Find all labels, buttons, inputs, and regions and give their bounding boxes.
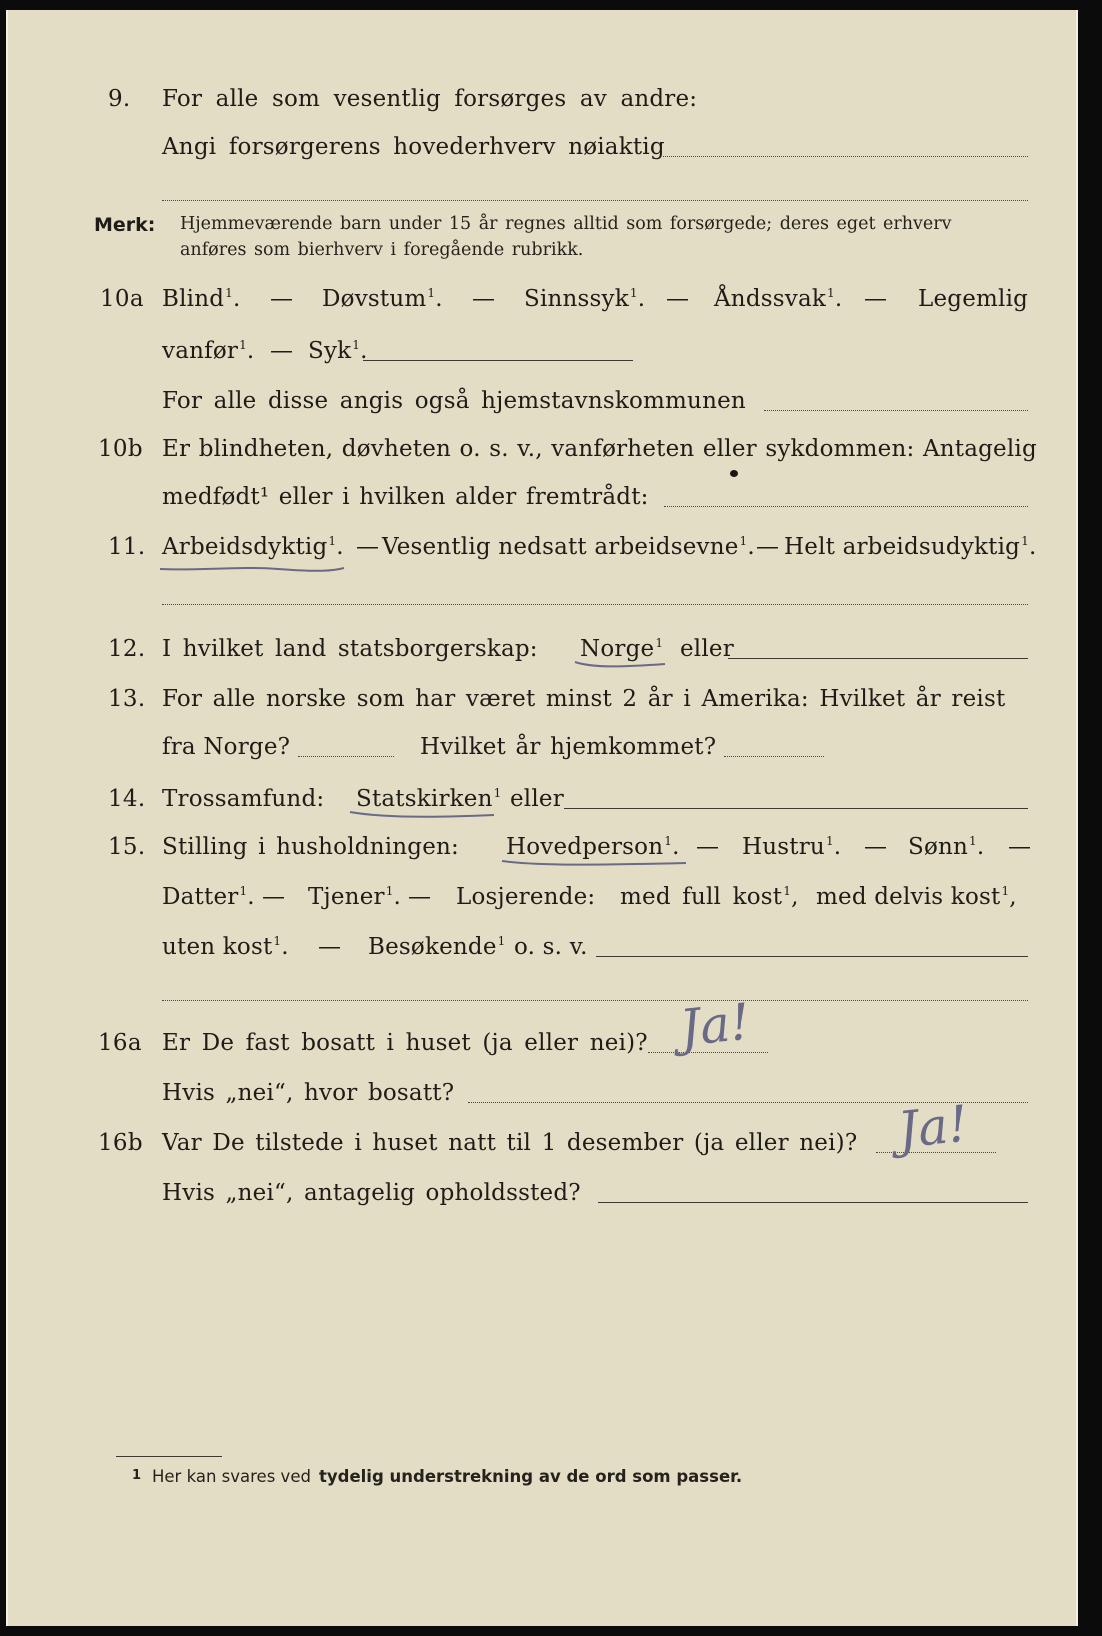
option-legemlig[interactable]: Legemlig [918, 286, 1029, 312]
option-andssvak[interactable]: Åndssvak$^1$. [714, 286, 843, 312]
q13-fra-norge: fra Norge? [162, 734, 291, 760]
underline-statskirken [348, 808, 498, 822]
q15-losjerende: Losjerende: [456, 884, 596, 910]
option-statskirken[interactable]: Statskirken$^1$ [356, 786, 502, 812]
ink-dot [730, 470, 738, 477]
underline-norge [573, 658, 668, 672]
dash: — [408, 884, 432, 910]
q15-label: Stilling i husholdningen: [162, 834, 459, 860]
dash: — [864, 286, 888, 312]
q16a-handwritten-answer: Ja! [677, 992, 753, 1058]
q15-osv: o. s. v. [514, 934, 588, 960]
underline-arbeidsdyktig [158, 562, 348, 576]
dash: — [270, 338, 294, 364]
q16b-handwritten-answer: Ja! [895, 1094, 971, 1160]
q15-extra-line[interactable] [162, 1000, 1028, 1001]
q16b-line1: Var De tilstede i huset natt til 1 desember (ja eller nei)? [162, 1130, 858, 1156]
q9-line2: Angi forsørgerens hovederhverv nøiaktig [162, 134, 665, 160]
q10a-kommune-line[interactable] [764, 410, 1028, 411]
q16a-line1: Er De fast bosatt i huset (ja eller nei)? [162, 1030, 648, 1056]
option-blind[interactable]: Blind$^1$. [162, 286, 241, 312]
option-vesentlig-nedsatt[interactable]: Vesentlig nedsatt arbeidsevne$^1$. [382, 534, 755, 560]
merk-line2: anføres som bierhverv i foregående rubrikk. [180, 240, 584, 260]
q16a-number: 16a [98, 1030, 142, 1056]
q16b-line2: Hvis „nei“, antagelig opholdssted? [162, 1180, 581, 1206]
dash: — [270, 286, 294, 312]
q10a-number: 10a [100, 286, 144, 312]
q16a-line2: Hvis „nei“, hvor bosatt? [162, 1080, 455, 1106]
q15-answer-line[interactable] [596, 956, 1028, 957]
option-besokende[interactable]: Besøkende$^1$ [368, 934, 506, 960]
option-delvis-kost[interactable]: med delvis kost$^1$, [816, 884, 1017, 910]
footnote-text-bold: tydelig understrekning av de ord som passer. [319, 1467, 743, 1486]
footnote-mark: 1 [132, 1468, 142, 1483]
q14-eller: eller [510, 786, 564, 812]
option-sonn[interactable]: Sønn$^1$. [908, 834, 985, 860]
dash: — [356, 534, 380, 560]
q10b-answer-line[interactable] [664, 506, 1028, 507]
underline-hovedperson [500, 856, 690, 870]
q10a-line3: For alle disse angis også hjemstavnskommunen [162, 388, 746, 414]
option-tjener[interactable]: Tjener$^1$. [308, 884, 402, 910]
q12-answer-line[interactable] [728, 658, 1028, 659]
q10b-number: 10b [98, 436, 143, 462]
option-datter[interactable]: Datter$^1$. [162, 884, 255, 910]
option-full-kost[interactable]: med full kost$^1$, [620, 884, 799, 910]
q12-number: 12. [108, 636, 146, 662]
dash: — [756, 534, 780, 560]
q12-label: I hvilket land statsborgerskap: [162, 636, 538, 662]
dash: — [864, 834, 888, 860]
q13-line1: For alle norske som har været minst 2 år i Amerika: Hvilket år reist [162, 686, 1006, 712]
option-hustru[interactable]: Hustru$^1$. [742, 834, 842, 860]
option-sinnssyk[interactable]: Sinnssyk$^1$. [524, 286, 646, 312]
q11-number: 11. [108, 534, 146, 560]
q14-label: Trossamfund: [162, 786, 325, 812]
merk-label: Merk: [94, 214, 156, 236]
dash: — [1008, 834, 1032, 860]
option-vanfor[interactable]: vanfør$^1$. [162, 338, 255, 364]
q9-number: 9. [108, 86, 131, 112]
option-hovedperson[interactable]: Hovedperson$^1$. [506, 834, 680, 860]
merk-line1: Hjemmeværende barn under 15 år regnes alltid som forsørgede; deres eget erhverv [180, 214, 952, 234]
q13-reist-line[interactable] [298, 756, 394, 757]
q14-number: 14. [108, 786, 146, 812]
q11-extra-line[interactable] [162, 604, 1028, 605]
dash: — [666, 286, 690, 312]
q15-number: 15. [108, 834, 146, 860]
option-dovstum[interactable]: Døvstum$^1$. [322, 286, 443, 312]
q16b-answer-line-2[interactable] [598, 1202, 1028, 1203]
footnote-text-normal: Her kan svares ved [152, 1467, 311, 1486]
option-syk[interactable]: Syk$^1$. [308, 338, 368, 364]
q9-extra-line[interactable] [162, 200, 1028, 201]
dash: — [696, 834, 720, 860]
census-form-page [6, 10, 1078, 1626]
q16b-number: 16b [98, 1130, 143, 1156]
q13-hjemkommet: Hvilket år hjemkommet? [420, 734, 717, 760]
q10b-line1: Er blindheten, døvheten o. s. v., vanførheten eller sykdommen: Antagelig [162, 436, 1037, 462]
q13-hjemkommet-line[interactable] [724, 756, 824, 757]
q12-eller: eller [680, 636, 734, 662]
q14-answer-line[interactable] [564, 808, 1028, 809]
footnote-rule [116, 1456, 222, 1457]
option-norge[interactable]: Norge$^1$ [580, 636, 664, 662]
option-helt-arbeidsudyktig[interactable]: Helt arbeidsudyktig$^1$. [784, 534, 1037, 560]
q10b-line2: medfødt¹ eller i hvilken alder fremtrådt: [162, 484, 649, 510]
q9-answer-line[interactable] [663, 156, 1028, 157]
dash: — [318, 934, 342, 960]
q13-number: 13. [108, 686, 146, 712]
q10a-answer-line[interactable] [363, 360, 633, 361]
dash: — [472, 286, 496, 312]
q9-line1: For alle som vesentlig forsørges av andre: [162, 86, 698, 112]
option-arbeidsdyktig[interactable]: Arbeidsdyktig$^1$. [162, 534, 344, 560]
dash: — [262, 884, 286, 910]
option-uten-kost[interactable]: uten kost$^1$. [162, 934, 289, 960]
